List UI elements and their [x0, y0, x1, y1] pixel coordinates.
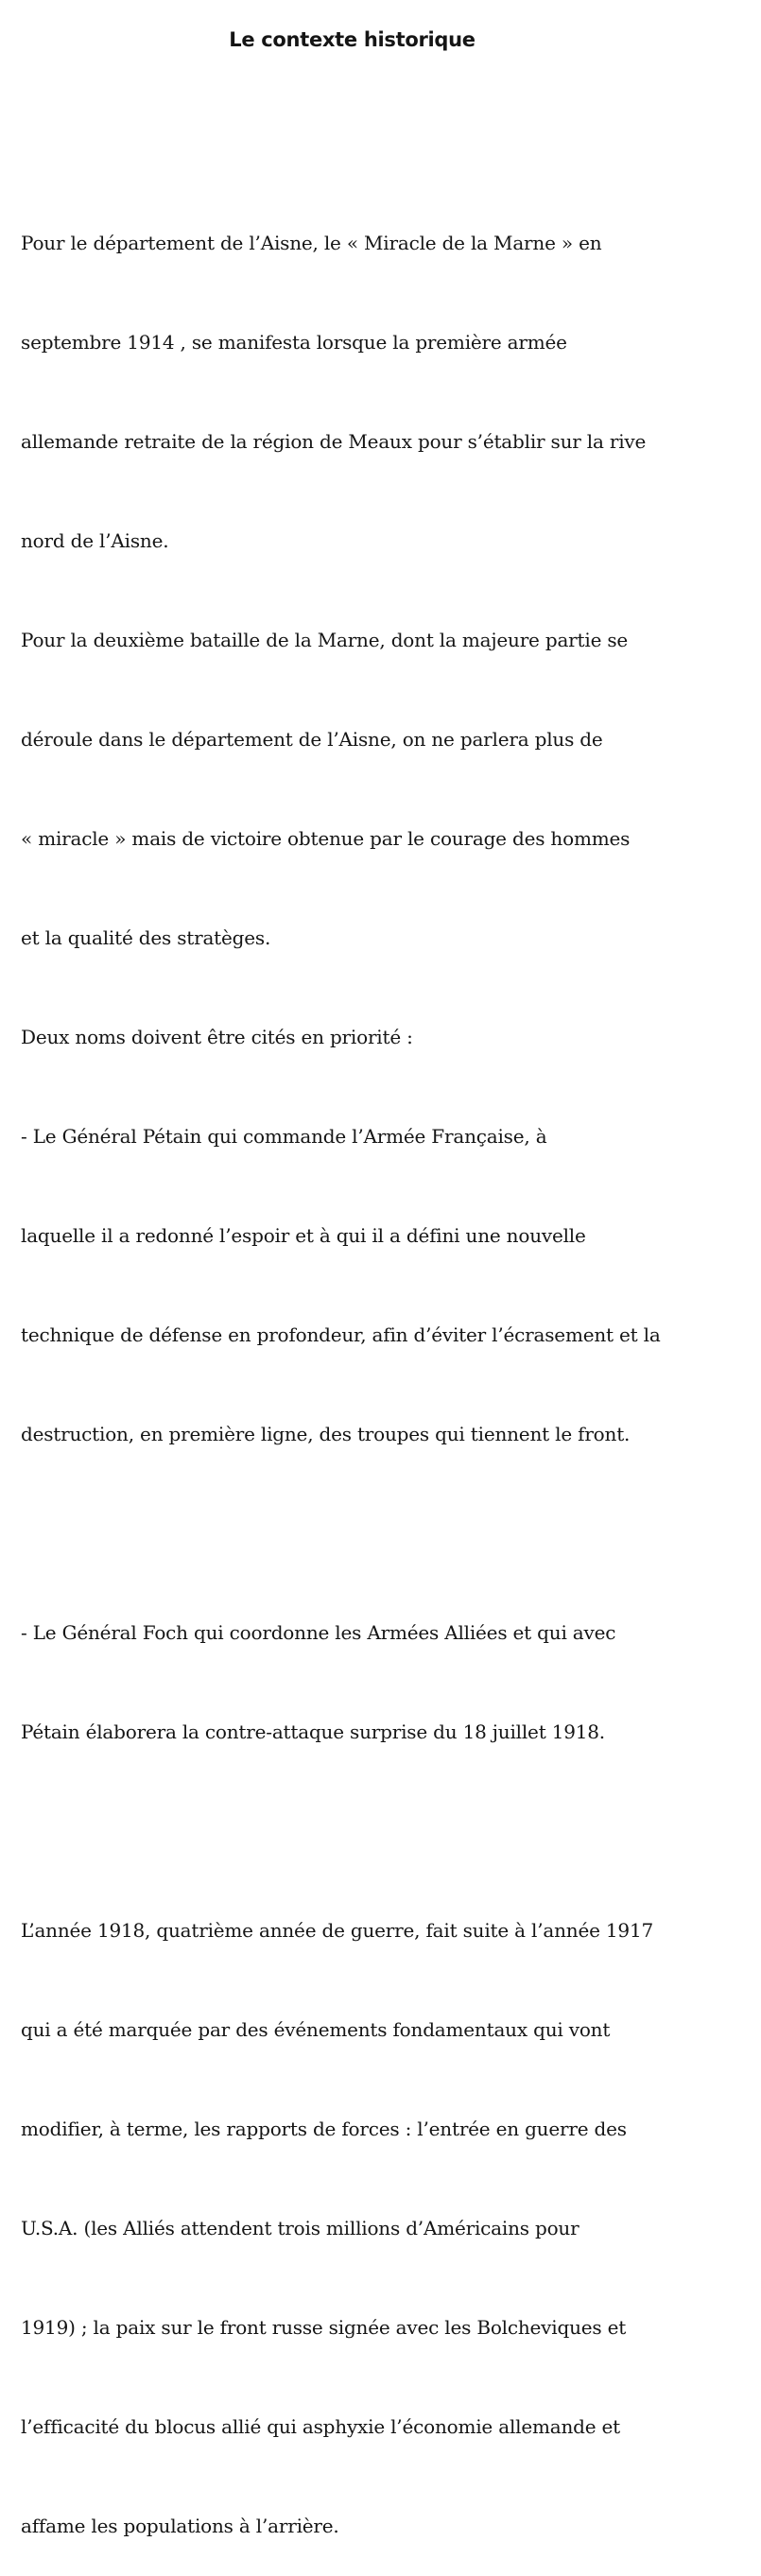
- body-line: et la qualité des stratèges.: [21, 926, 271, 949]
- body-line: l’efficacité du blocus allié qui asphyxie l’économie allemande et: [21, 2415, 621, 2438]
- body-line: L’année 1918, quatrième année de guerre, fait suite à l’année 1917: [21, 1919, 654, 1942]
- body-line: septembre 1914 , se manifesta lorsque la première armée: [21, 331, 567, 354]
- body-line: modifier, à terme, les rapports de forces : l’entrée en guerre des: [21, 2118, 627, 2140]
- body-line: Pour le département de l’Aisne, le « Miracle de la Marne » en: [21, 232, 602, 254]
- body-line: - Le Général Foch qui coordonne les Armées Alliées et qui avec: [21, 1621, 616, 1644]
- document-body: [21, 161, 753, 2576]
- body-line: destruction, en première ligne, des troupes qui tiennent le front.: [21, 1423, 631, 1445]
- body-line: qui a été marquée par des événements fondamentaux qui vont: [21, 2018, 611, 2041]
- paragraph-gap: [21, 1815, 753, 1848]
- body-line: laquelle il a redonné l’espoir et à qui il a défini une nouvelle: [21, 1224, 586, 1247]
- body-line: déroule dans le département de l’Aisne, on ne parlera plus de: [21, 728, 603, 751]
- body-line: technique de défense en profondeur, afin d’éviter l’écrasement et la: [21, 1323, 661, 1346]
- body-line: - Le Général Pétain qui commande l’Armée Française, à: [21, 1125, 547, 1148]
- body-line: Pétain élaborera la contre-attaque surprise du 18 juillet 1918.: [21, 1720, 605, 1743]
- body-line: allemande retraite de la région de Meaux pour s’établir sur la rive: [21, 430, 647, 453]
- body-line: Deux noms doivent être cités en priorité :: [21, 1026, 413, 1048]
- body-line: U.S.A. (les Alliés attendent trois millions d’Américains pour: [21, 2217, 579, 2239]
- body-line: affame les populations à l’arrière.: [21, 2515, 339, 2537]
- paragraph-gap: [21, 1517, 753, 1550]
- body-line: nord de l’Aisne.: [21, 529, 169, 552]
- body-line: 1919) ; la paix sur le front russe signée avec les Bolcheviques et: [21, 2316, 627, 2339]
- body-line: Pour la deuxième bataille de la Marne, dont la majeure partie se: [21, 629, 629, 651]
- body-line: « miracle » mais de victoire obtenue par le courage des hommes: [21, 827, 631, 850]
- document-title: Le contexte historique: [229, 28, 476, 51]
